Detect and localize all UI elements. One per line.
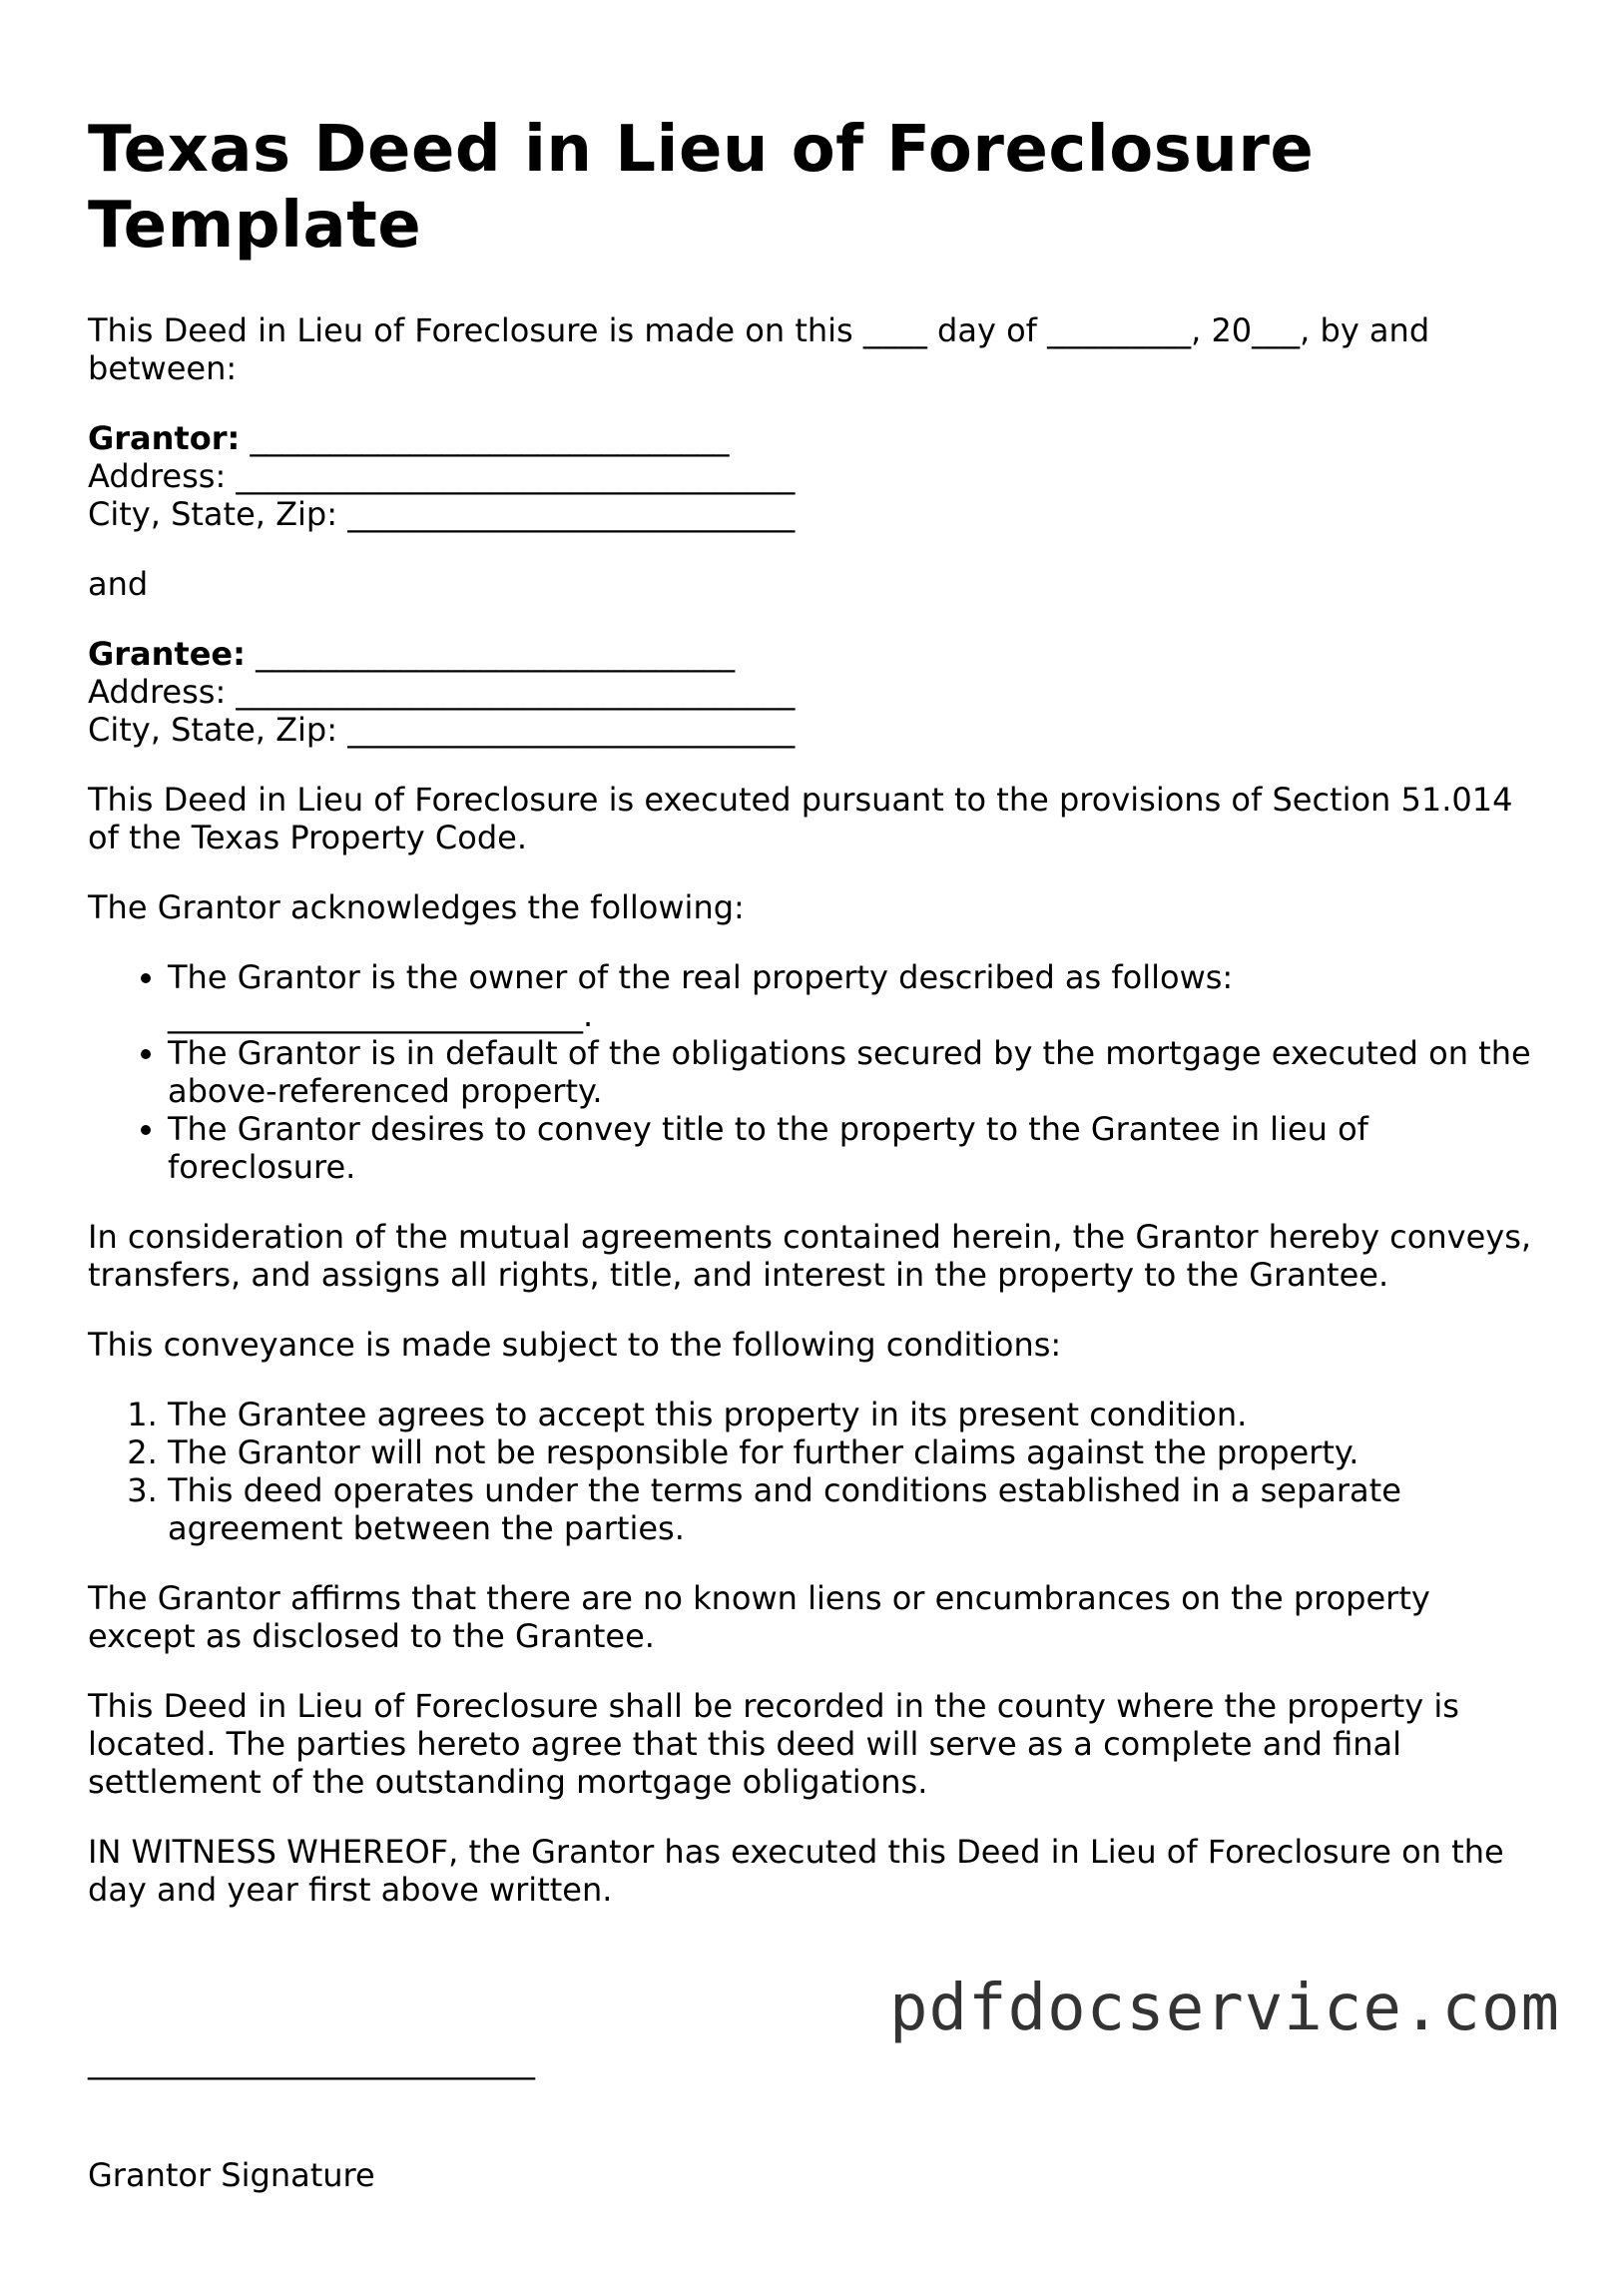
liens-paragraph: The Grantor affirms that there are no known liens or encumbrances on the property except as disclosed to the Grantee. [88,1579,1430,1655]
list-item: 1. The Grantee agrees to accept this property in its present condition. [168,1396,1545,1433]
grantor-city-line: City, State, Zip: ____________________________ [88,495,796,533]
document-title: Texas Deed in Lieu of Foreclosure Template [88,113,1315,263]
grantee-city-line: City, State, Zip: ____________________________ [88,711,796,749]
grantee-name-line [88,635,1545,673]
conditions-intro: This conveyance is made subject to the following conditions: [88,1326,1062,1364]
grantor-label: Grantor: [88,419,241,457]
grantor-address-line: Address: ___________________________________ [88,457,796,495]
signature-label: Grantor Signature [88,2156,375,2194]
recording-paragraph: This Deed in Lieu of Foreclosure shall be recorded in the county where the property is located. The parties hereto agree that this deed will serve as a complete and final settlement of the outstanding mortgage obligations. [88,1687,1459,1801]
list-item: 2. The Grantor will not be responsible for further claims against the property. [168,1433,1545,1471]
acknowledgements-list [88,958,1545,1186]
grantor-block [88,419,1545,533]
grantor-name-line [88,419,1545,457]
grantee-block [88,635,1545,749]
list-item: • The Grantor is in default of the obligations secured by the mortgage executed on the above-referenced property. [168,1034,1545,1110]
signature-line: ____________________________ [88,2042,535,2080]
pursuant-paragraph: This Deed in Lieu of Foreclosure is executed pursuant to the provisions of Section 51.014 of the Texas Property Code. [88,781,1513,856]
grantor-name-blank: ______________________________ [240,419,730,457]
and-text: and [88,565,149,603]
document-page [88,112,1545,2270]
watermark: pdfdocservice.com [888,1972,1560,2045]
grantee-address-line: Address: ___________________________________ [88,673,796,711]
consideration-paragraph: In consideration of the mutual agreements contained herein, the Grantor hereby conveys, transfers, and assigns all rights, title, and interest in the property to the Grantee. [88,1218,1532,1294]
witness-paragraph: IN WITNESS WHEREOF, the Grantor has executed this Deed in Lieu of Foreclosure on the day and year first above written. [88,1833,1504,1909]
list-item: • The Grantor desires to convey title to the property to the Grantee in lieu of foreclosure. [168,1110,1545,1186]
intro-paragraph: This Deed in Lieu of Foreclosure is made on this ____ day of _________, 20___, by and between: [88,311,1430,387]
grantee-name-blank: ______________________________ [245,635,736,673]
conditions-list [88,1396,1545,1547]
acknowledges-intro: The Grantor acknowledges the following: [88,888,745,926]
grantee-label: Grantee: [88,635,246,673]
list-item: 3. This deed operates under the terms and conditions established in a separate agreement between the parties. [168,1471,1545,1547]
list-item: • The Grantor is the owner of the real property described as follows: __________________________. [168,958,1545,1034]
